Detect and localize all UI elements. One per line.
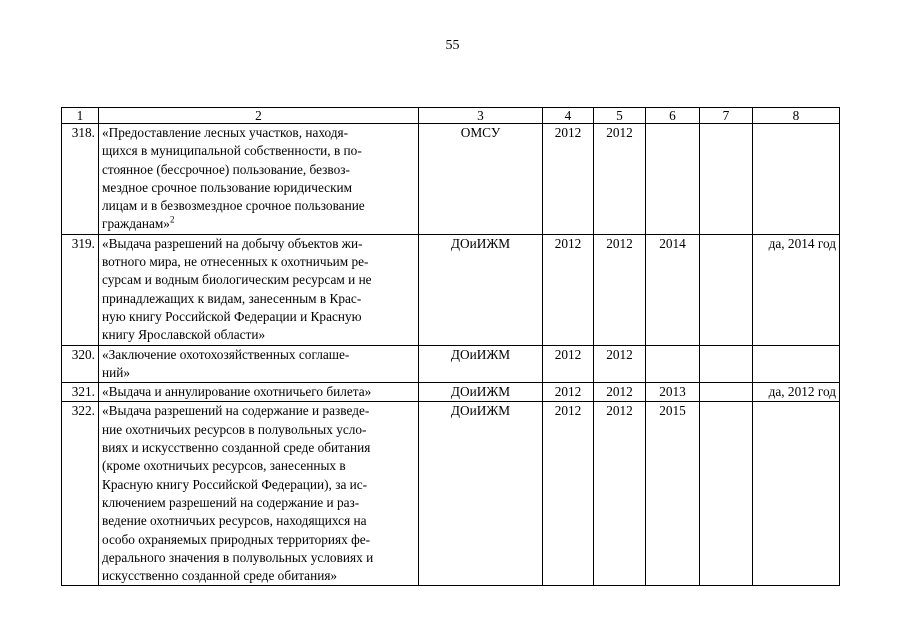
year-cell: 2012	[543, 234, 594, 345]
responsible-body: ДОиИЖМ	[419, 383, 543, 402]
service-name-line: «Выдача разрешений на содержание и разведе-	[102, 403, 370, 419]
service-name-line: Красную книгу Российской Федерации), за ис-	[102, 476, 368, 492]
service-name-line: принадлежащих к видам, занесенным в Крас-	[102, 290, 362, 306]
service-name-line: дерального значения в полувольных условиях и	[102, 549, 374, 565]
header-cell-2: 2	[99, 108, 419, 124]
service-name-line: мездное срочное пользование юридическим	[102, 179, 353, 195]
footnote-marker: 2	[169, 215, 175, 226]
year-cell: 2012	[543, 402, 594, 586]
responsible-body: ДОиИЖМ	[419, 234, 543, 345]
year-cell	[700, 383, 753, 402]
service-name-line: (кроме охотничьих ресурсов, занесенных в	[102, 458, 346, 474]
header-cell-6: 6	[646, 108, 700, 124]
service-name-line: стоянное (бессрочное) пользование, безвоз-	[102, 161, 350, 177]
year-cell: 2012	[594, 383, 646, 402]
services-table	[61, 107, 840, 586]
header-cell-3: 3	[419, 108, 543, 124]
year-cell: 2012	[594, 124, 646, 235]
service-name-line: ние охотничьих ресурсов в полувольных усло-	[102, 421, 367, 437]
service-name-line: особо охраняемых природных территориях фе-	[102, 531, 371, 547]
service-name	[99, 345, 419, 383]
responsible-body: ОМСУ	[419, 124, 543, 235]
table-row	[62, 345, 840, 383]
page-number: 55	[445, 38, 460, 53]
year-cell: 2012	[594, 402, 646, 586]
service-name-line: лицам и в безвозмездное срочное пользование	[102, 198, 365, 214]
year-cell	[700, 345, 753, 383]
service-name-line: «Выдача разрешений на добычу объектов жи-	[102, 235, 363, 251]
table-row	[62, 234, 840, 345]
status-cell	[753, 345, 840, 383]
row-number: 321.	[62, 383, 99, 402]
year-cell: 2012	[594, 345, 646, 383]
year-cell	[646, 124, 700, 235]
status-cell: да, 2014 год	[753, 234, 840, 345]
row-number: 320.	[62, 345, 99, 383]
row-number: 318.	[62, 124, 99, 235]
service-name	[99, 124, 419, 235]
service-name-line: книгу Ярославской области»	[102, 327, 266, 343]
year-cell: 2015	[646, 402, 700, 586]
responsible-body: ДОиИЖМ	[419, 402, 543, 586]
status-cell	[753, 402, 840, 586]
service-name-line: щихся в муниципальной собственности, в по-	[102, 143, 362, 159]
header-row	[62, 108, 840, 124]
header-cell-7: 7	[700, 108, 753, 124]
service-name-line: искусственно созданной среде обитания»	[102, 568, 338, 584]
header-cell-5: 5	[594, 108, 646, 124]
service-name	[99, 383, 419, 402]
service-name-line: ную книгу Российской Федерации и Красную	[102, 308, 362, 324]
year-cell: 2012	[543, 345, 594, 383]
year-cell	[700, 234, 753, 345]
service-name-line: вотного мира, не отнесенных к охотничьим ре-	[102, 254, 369, 270]
year-cell	[646, 345, 700, 383]
table-row	[62, 124, 840, 235]
row-number: 319.	[62, 234, 99, 345]
service-name-line: «Предоставление лесных участков, находя-	[102, 125, 349, 140]
year-cell	[700, 402, 753, 586]
year-cell	[700, 124, 753, 235]
status-cell	[753, 124, 840, 235]
service-name-line: виях и искусственно созданной среде обитания	[102, 440, 371, 456]
year-cell: 2012	[594, 234, 646, 345]
header-cell-8: 8	[753, 108, 840, 124]
year-cell: 2012	[543, 124, 594, 235]
service-name-line: ключением разрешений на содержание и раз-	[102, 494, 360, 510]
service-name-line: «Выдача и аннулирование охотничьего билета»	[102, 384, 372, 400]
table-row	[62, 402, 840, 586]
row-number: 322.	[62, 402, 99, 586]
year-cell: 2012	[543, 383, 594, 402]
table-row	[62, 383, 840, 402]
year-cell: 2014	[646, 234, 700, 345]
service-name	[99, 234, 419, 345]
header-cell-4: 4	[543, 108, 594, 124]
service-name-line: ний»	[102, 364, 130, 380]
service-name-line	[102, 215, 415, 233]
header-cell-1: 1	[62, 108, 99, 124]
year-cell: 2013	[646, 383, 700, 402]
responsible-body: ДОиИЖМ	[419, 345, 543, 383]
service-name-line: ведение охотничьих ресурсов, находящихся на	[102, 513, 367, 529]
status-cell: да, 2012 год	[753, 383, 840, 402]
service-name	[99, 402, 419, 586]
service-name-line: сурсам и водным биологическим ресурсам и не	[102, 272, 372, 288]
service-name-line-text: гражданам»	[102, 216, 170, 232]
service-name-line: «Заключение охотохозяйственных соглаше-	[102, 346, 350, 362]
